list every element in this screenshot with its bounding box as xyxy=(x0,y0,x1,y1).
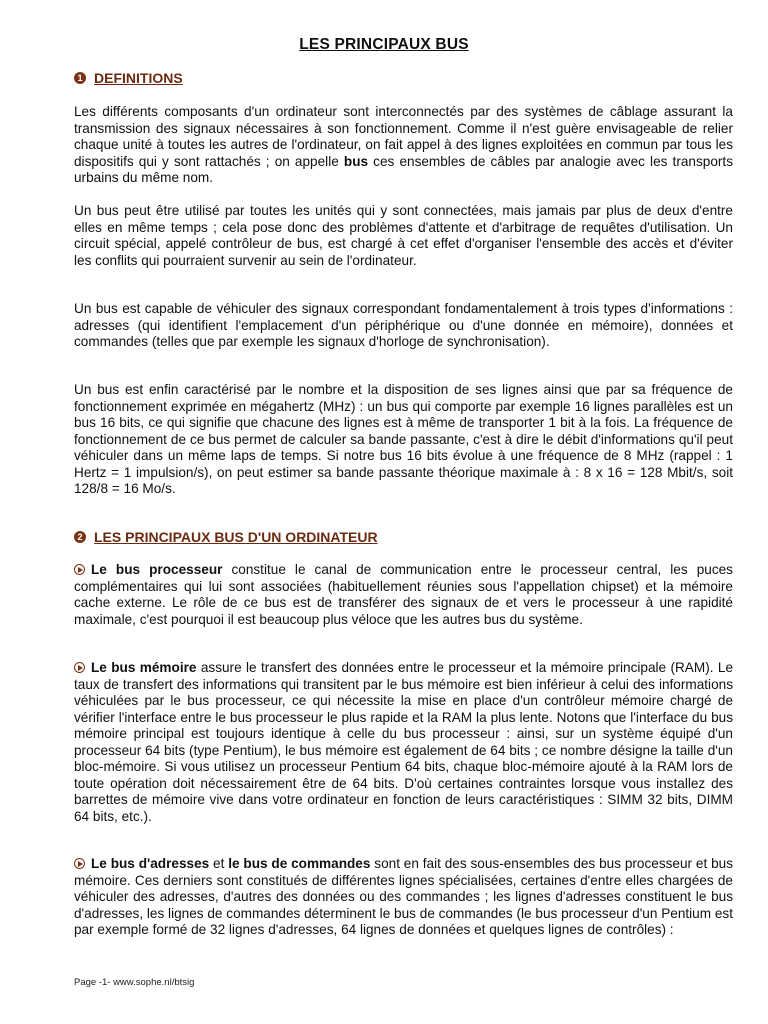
section-number-badge: 2 xyxy=(74,531,86,543)
text-run: ces ensembles de câbles par analogie avec les transports urbains du même nom. xyxy=(74,153,733,185)
text-run: Les différents composants d'un ordinateur sont interconnectés par des systèmes de câblage assurant la transmission des signaux nécessaires à son fonctionnement. Comme il n'est guère envisageable de relier chaque unité à toutes les autres de l'ordinateur, on fait appel à des lignes exploitées en commun par tous les dispositifs qui y sont rattachés ; on appelle xyxy=(74,104,733,169)
section-heading-label: DEFINITIONS xyxy=(94,70,183,86)
arrow-bullet-icon xyxy=(74,662,85,673)
text-run: constitue le canal de communication entre le processeur central, les puces complémentaires qui lui sont associées (habituellement réunies sous l'appellation chipset) et la mémoire cache externe. Le rôle de ce bus est de transférer des signaux de et vers le processeur à une rapidité maximale, c'est pourquoi il est beaucoup plus véloce que les autres bus du système. xyxy=(74,562,733,627)
bold-term: le bus de commandes xyxy=(228,856,371,871)
paragraph-definition-1 xyxy=(74,104,733,187)
paragraph-bus-processeur xyxy=(74,562,733,628)
page-title: LES PRINCIPAUX BUS xyxy=(299,36,469,53)
arrow-bullet-icon xyxy=(74,564,85,575)
paragraph-bus-adresses-commandes xyxy=(74,856,733,939)
text-run: assure le transfert des données entre le processeur et la mémoire principale (RAM). Le taux de transfert des informations qui transitent par le bus mémoire est bien inférieur à celui des informations véhiculées par le bus processeur, ce qui nécessite la mise en place d'un contrôleur mémoire chargé de vérifier l'interface entre le bus processeur le plus rapide et la RAM la plus lente. Notons que l'interface du bus mémoire principal est toujours identique à celle du bus processeur : ainsi, sur un système équipé d'un processeur 64 bits (type Pentium), le bus mémoire est également de 64 bits ; ce nombre désigne la taille d'un bloc-mémoire. Si vous utilisez un processeur Pentium 64 bits, chaque bloc-mémoire ajouté à la RAM lors de toute opération doit nécessairement être de 64 bits. D'où certaines contraintes lorsque vous installez des barrettes de mémoire vive dans votre ordinateur en fonction de leurs caractéristiques : SIMM 32 bits, DIMM 64 bits, etc.). xyxy=(74,660,733,824)
paragraph-definition-3: Un bus est capable de véhiculer des signaux correspondant fondamentalement à trois types d'informations : adresses (qui identifient l'emplacement d'un périphérique ou d'une donnée en mémoire), données et commandes (telles que par exemple les signaux d'horloge de synchronisation). xyxy=(74,301,733,349)
text-run: sont en fait des sous-ensembles des bus processeur et bus mémoire. Ces derniers sont constitués de différentes lignes spécialisées, certaines d'entre elles chargées de véhiculer des adresses, d'autres des données ou des commandes ; les lignes d'adresses constituent le bus d'adresses, les lignes de commandes déterminent le bus de commandes (le bus processeur d'un Pentium est par exemple formé de 32 lignes d'adresses, 64 lignes de données et quelques lignes de contrôles) : xyxy=(74,856,734,937)
arrow-bullet-icon xyxy=(74,858,85,869)
text-run: et xyxy=(209,856,229,871)
bold-term: Le bus d'adresses xyxy=(91,856,210,871)
paragraph-bus-memoire xyxy=(74,660,733,825)
section-heading-definitions xyxy=(74,70,734,86)
bold-term: Le bus mémoire xyxy=(91,660,197,675)
bold-term-bus: bus xyxy=(343,153,369,169)
section-heading-label: LES PRINCIPAUX BUS D'UN ORDINATEUR xyxy=(94,529,378,545)
section-number-badge: 1 xyxy=(74,72,86,84)
section-heading-principaux-bus xyxy=(74,529,734,545)
bold-term: Le bus processeur xyxy=(91,562,223,577)
paragraph-definition-2: Un bus peut être utilisé par toutes les unités qui y sont connectées, mais jamais par plus de deux d'entre elles en même temps ; cela pose donc des problèmes d'attente et d'arbitrage de requêtes d'utilisation. Un circuit spécial, appelé contrôleur de bus, est chargé à cet effet d'organiser l'ensemble des accès et d'éviter les conflits qui pourraient survenir au sein de l'ordinateur. xyxy=(74,203,733,268)
paragraph-definition-4: Un bus est enfin caractérisé par le nombre et la disposition de ses lignes ainsi que par sa fréquence de fonctionnement exprimée en mégahertz (MHz) : un bus qui comporte par exemple 16 lignes parallèles est un bus 16 bits, ce qui signifie que chacune des lignes est à même de transporter 1 bit à la fois. La fréquence de fonctionnement de ce bus permet de calculer sa bande passante, c'est à dire le débit d'informations qu'il peut véhiculer dans un même laps de temps. Si notre bus 16 bits évolue à une fréquence de 8 MHz (rappel : 1 Hertz = 1 impulsion/s), on peut estimer sa bande passante théorique maximale à : 8 x 16 = 128 Mbit/s, soit 128/8 = 16 Mo/s. xyxy=(74,382,733,496)
page-footer: Page -1- www.sophe.nl/btsig xyxy=(74,977,195,988)
